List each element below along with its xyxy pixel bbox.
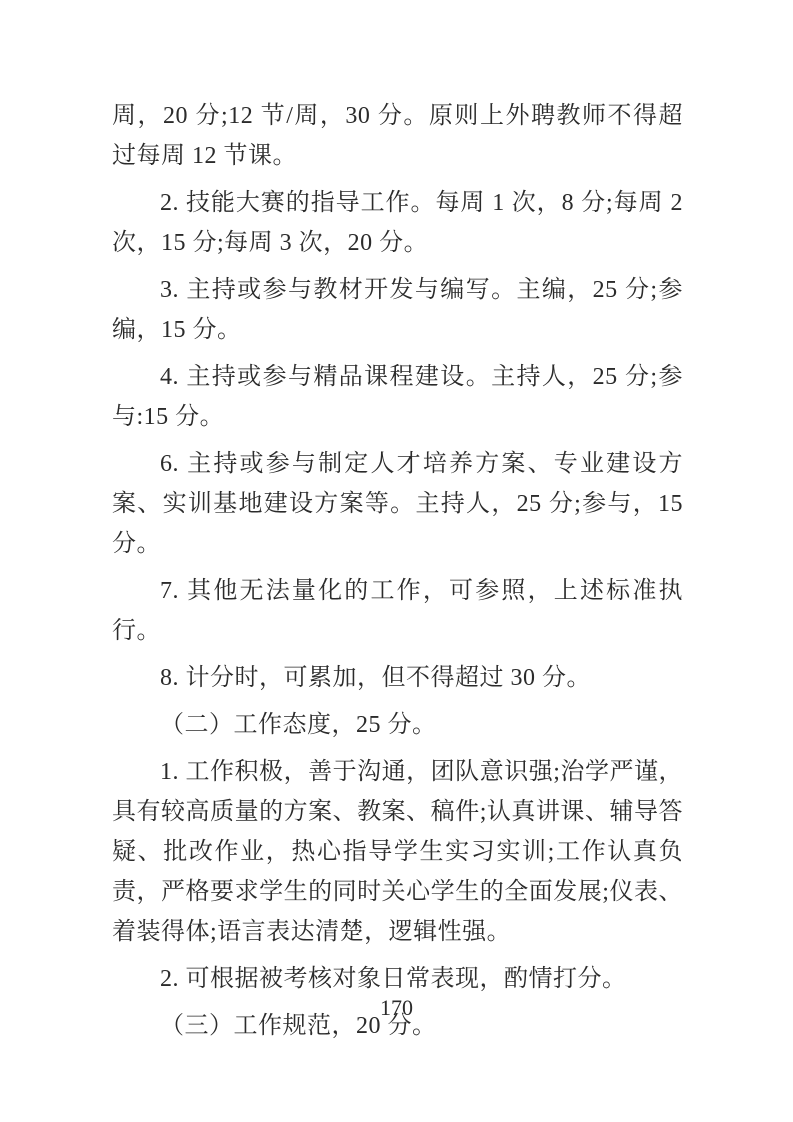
document-body	[112, 96, 683, 1046]
paragraph-attitude-2: 2. 可根据被考核对象日常表现，酌情打分。	[160, 966, 627, 992]
paragraph-item-2: 2. 技能大赛的指导工作。每周 1 次，8 分;每周 2 次，15 分;每周 3 次，20 分。	[112, 190, 683, 256]
paragraph-item-7: 7. 其他无法量化的工作，可参照，上述标准执行。	[112, 578, 683, 644]
paragraph-continuation: 周，20 分;12 节/周，30 分。原则上外聘教师不得超过每周 12 节课。	[112, 103, 683, 169]
page-number: 170	[380, 995, 413, 1020]
paragraph-item-4: 4. 主持或参与精品课程建设。主持人，25 分;参与:15 分。	[112, 364, 683, 430]
paragraph-attitude-1: 1. 工作积极，善于沟通，团队意识强;治学严谨，具有较高质量的方案、教案、稿件;认真讲课、辅导答疑、批改作业，热心指导学生实习实训;工作认真负责，严格要求学生的同时关心学生的全面发展;仪表、着装得体;语言表达清楚，逻辑性强。	[112, 759, 683, 945]
paragraph-item-8: 8. 计分时，可累加，但不得超过 30 分。	[160, 665, 591, 691]
paragraph-item-6: 6. 主持或参与制定人才培养方案、专业建设方案、实训基地建设方案等。主持人，25 分;参与，15 分。	[112, 451, 683, 557]
section-heading-2: （二）工作态度，25 分。	[160, 712, 437, 738]
paragraph-item-3: 3. 主持或参与教材开发与编写。主编，25 分;参编，15 分。	[112, 277, 683, 343]
section-heading-3: （三）工作规范，20 分。	[160, 1013, 437, 1039]
